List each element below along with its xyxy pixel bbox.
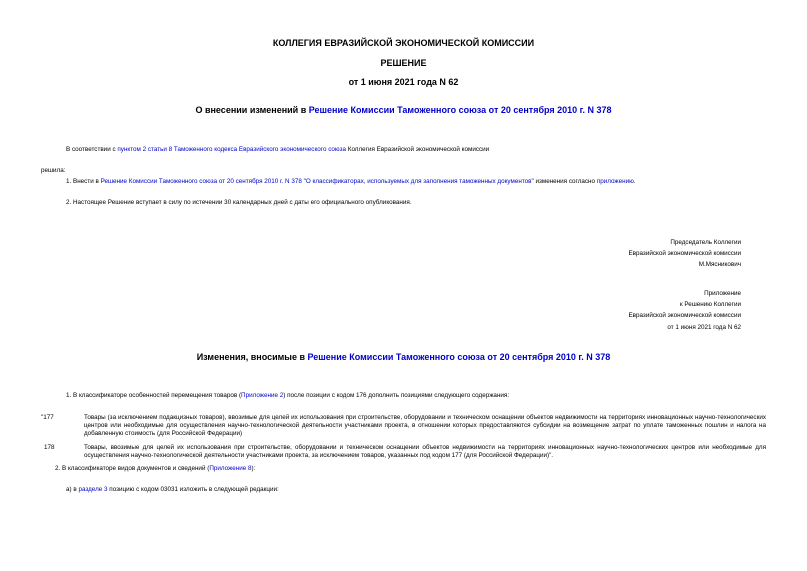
- document-title: [0, 105, 807, 115]
- preamble-text-2: Коллегия Евразийской экономической комиссии: [346, 146, 490, 153]
- signature-org: Евразийской экономической комиссии: [628, 250, 741, 258]
- change-2a-prefix: а) в: [66, 486, 79, 493]
- change-2a-link-section-3[interactable]: разделе 3: [78, 486, 108, 493]
- org-heading: КОЛЛЕГИЯ ЕВРАЗИЙСКОЙ ЭКОНОМИЧЕСКОЙ КОМИССИИ: [272, 38, 535, 48]
- table-row-code: "177: [41, 414, 54, 421]
- change-1-link-appendix-2[interactable]: Приложение 2: [241, 392, 284, 399]
- appendix-org: Евразийской экономической комиссии: [628, 312, 741, 320]
- changes-title-prefix: Изменения, вносимые в: [196, 352, 308, 362]
- changes-title-link-decision-378[interactable]: Решение Комиссии Таможенного союза от 20 сентября 2010 г. N 378: [307, 352, 611, 362]
- changes-title: [0, 352, 807, 362]
- item-1: [66, 178, 636, 186]
- signature-block: [628, 239, 741, 270]
- table-row-code: 178: [44, 444, 55, 451]
- signature-position: Председатель Коллегии: [670, 239, 741, 246]
- change-2-suffix: ):: [251, 465, 256, 472]
- item-1-link-appendix[interactable]: приложению: [596, 178, 634, 185]
- change-2: [55, 465, 255, 473]
- preamble-text-1: В соответствии с: [66, 146, 118, 153]
- doc-date-number: от 1 июня 2021 года N 62: [348, 77, 459, 87]
- appendix-to-decision: к Решению Коллегии: [679, 301, 741, 309]
- item-2: 2. Настоящее Решение вступает в силу по истечении 30 календарных дней с даты его официального опубликования.: [66, 199, 412, 206]
- change-2a-suffix: позицию с кодом 03031 изложить в следующей редакции:: [107, 486, 279, 493]
- item-1-link-classifiers[interactable]: О классификаторах, используемых для заполнения таможенных документов: [305, 178, 532, 185]
- decided-label: решила:: [41, 167, 66, 174]
- item-1-mid: ": [301, 178, 306, 185]
- change-2-link-appendix-8[interactable]: Приложение 8: [209, 465, 252, 472]
- appendix-reference: [628, 290, 741, 332]
- change-1-suffix: ) после позиции с кодом 176 дополнить позициями следующего содержания:: [283, 392, 510, 399]
- preamble: [66, 146, 489, 154]
- table-row-text: Товары (за исключением подакцизных товаров), ввозимые для целей их использования при строительстве, оборудовании и техническом оснащении объектов недвижимости на территориях инновационных научно-технологических центров или необходимые для осуществления научно-технологической деятельности участниками проекта, в отношении которых предоставляются субсидии на возмещение затрат по уплате таможенных пошлин и налога на добавленную стоимость (для Российской Федерации): [84, 414, 766, 438]
- change-1-prefix: 1. В классификаторе особенностей перемещения товаров (: [66, 392, 242, 399]
- doc-type-heading: РЕШЕНИЕ: [380, 58, 427, 68]
- item-1-prefix: 1. Внести в: [66, 178, 101, 185]
- item-1-end: .: [633, 178, 636, 185]
- change-1: [66, 392, 509, 400]
- change-2a: [66, 486, 279, 494]
- signature-name: М.Мясникович: [698, 261, 741, 269]
- appendix-date-number: от 1 июня 2021 года N 62: [667, 323, 741, 331]
- title-prefix: О внесении изменений в: [195, 105, 309, 115]
- title-link-decision-378[interactable]: Решение Комиссии Таможенного союза от 20 сентября 2010 г. N 378: [308, 105, 612, 115]
- item-1-mid2: " изменения согласно: [531, 178, 597, 185]
- appendix-label: Приложение: [704, 290, 741, 297]
- table-row-text: Товары, ввозимые для целей их использования при строительстве, оборудовании и техническом оснащении объектов недвижимости на территориях инновационных научно-технологических центров или необходимые для осуществления научно-технологической деятельности участниками проекта, за исключением товаров, указанных под кодом 177 (для Российской Федерации)".: [84, 444, 766, 460]
- change-2-prefix: 2. В классификаторе видов документов и сведений (: [55, 465, 210, 472]
- item-1-link-decision-378[interactable]: Решение Комиссии Таможенного союза от 20 сентября 2010 г. N 378: [100, 178, 302, 185]
- preamble-link-customs-code[interactable]: пунктом 2 статьи 8 Таможенного кодекса Евразийского экономического союза: [117, 146, 347, 153]
